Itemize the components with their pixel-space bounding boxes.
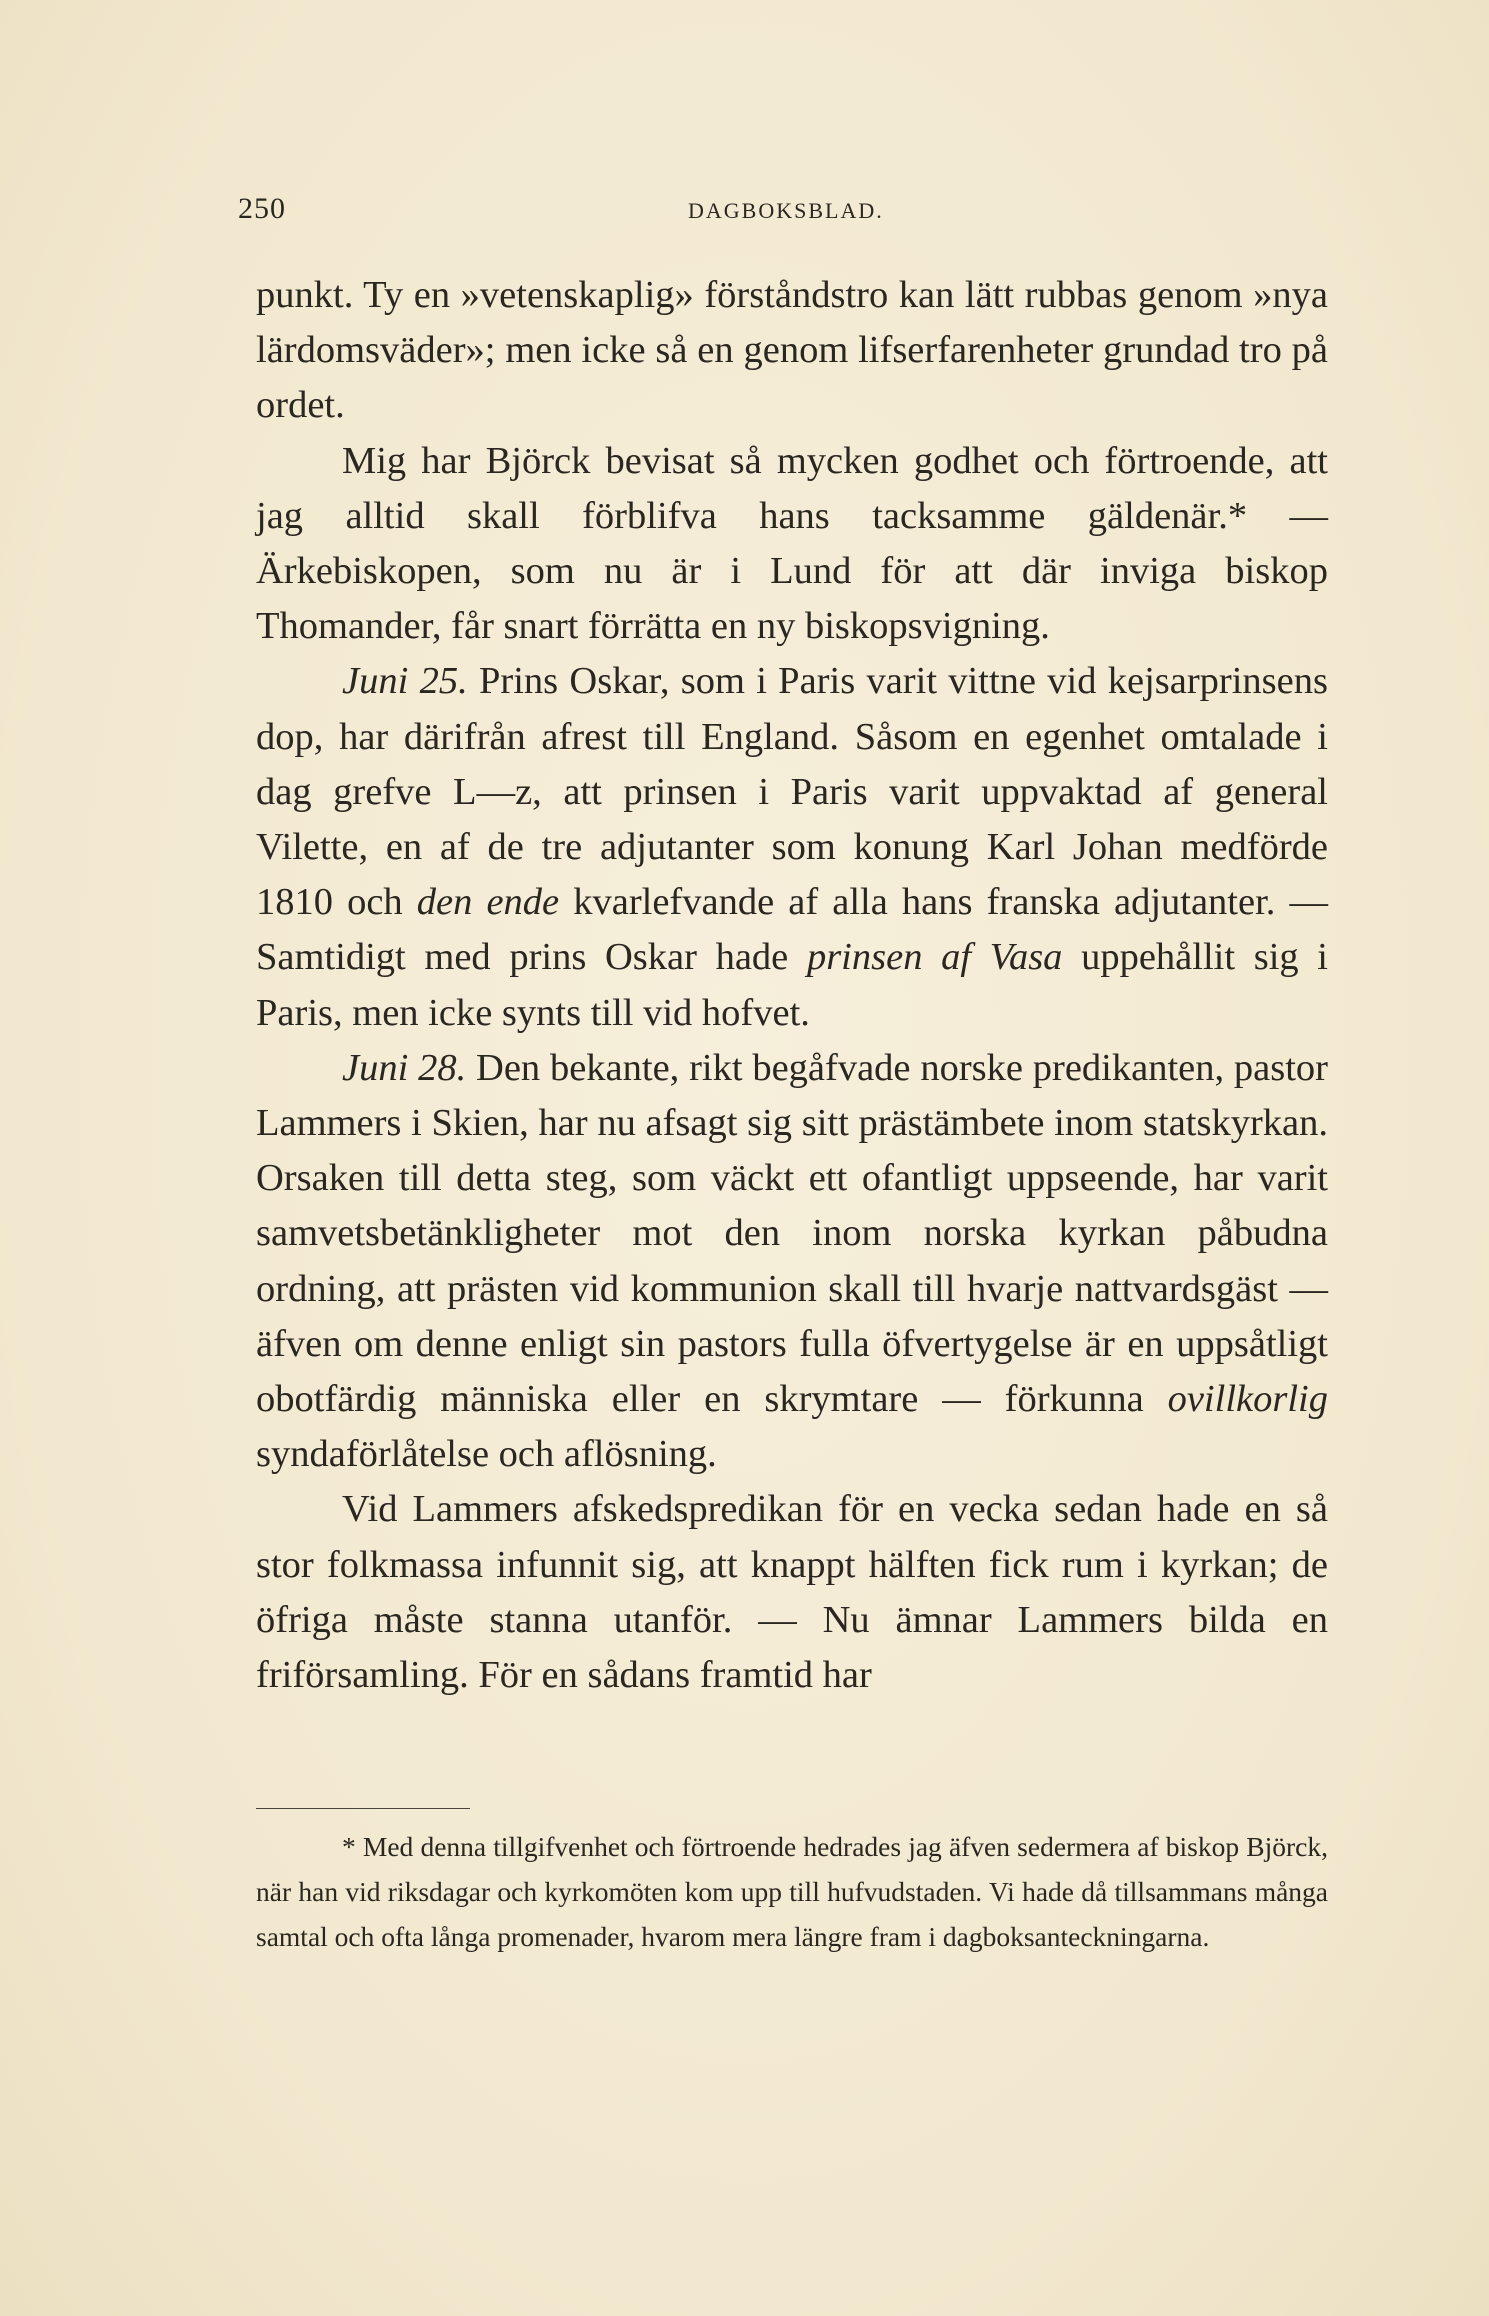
running-head: DAGBOKSBLAD. — [688, 198, 884, 223]
text-segment: uppehållit sig i Paris, men icke synts till vid hofvet. — [256, 936, 1328, 1034]
paragraph-3 — [256, 654, 1328, 1040]
footnote-divider — [256, 1808, 470, 1809]
text-segment: syndaförlåtelse och aflösning. — [256, 1433, 717, 1476]
body-text — [256, 268, 1328, 1703]
italic-phrase: prinsen af Vasa — [806, 936, 1063, 979]
italic-phrase: ovillkorlig — [1167, 1378, 1328, 1421]
text-segment: Den bekante, rikt begåfvade norske predikanten, pastor Lammers i Skien, har nu afsagt sig sitt prästämbete inom statskyrkan. Orsaken till detta steg, som väckt ett ofantligt uppseende, har varit samvetsbetänkligheter mot den inom norska kyrkan påbudna ordning, att prästen vid kommunion skall till hvarje nattvardsgäst — äfven om denne enligt sin pastors fulla öfvertygelse är en uppsåtligt obotfärdig människa eller en skrymtare — förkunna — [256, 1046, 1328, 1421]
paragraph-4 — [256, 1041, 1328, 1483]
paragraph-5: Vid Lammers afskedspredikan för en vecka sedan hade en så stor folkmassa infunnit sig, att knappt hälften fick rum i kyrkan; de öfriga måste stanna utanför. — Nu ämnar Lammers bilda en friförsamling. För en sådans framtid har — [256, 1488, 1328, 1697]
page-number: 250 — [238, 192, 286, 225]
page-header — [238, 192, 1338, 242]
date-entry: Juni 28. — [342, 1046, 467, 1089]
text-segment: Prins Oskar, som i Paris varit vittne vid kejsarprinsens dop, har därifrån afrest till England. Såsom en egenhet omtalade i dag grefve L—z, att prinsen i Paris varit uppvaktad af general Vilette, en af de tre adjutanter som konung Karl Johan medförde 1810 och — [256, 660, 1328, 924]
date-entry: Juni 25. — [342, 660, 468, 703]
paragraph-1: punkt. Ty en »vetenskaplig» förståndstro kan lätt rubbas genom »nya lärdomsväder»; men icke så en genom lifserfarenheter grundad tro på ordet. — [256, 274, 1328, 427]
text-segment: kvarlefvande af alla hans franska adjutanter. — Samtidigt med prins Oskar hade — [256, 881, 1329, 979]
paragraph-2: Mig har Björck bevisat så mycken godhet och förtroende, att jag alltid skall förblifva hans tacksamme gäldenär.* — Ärkebiskopen, som nu är i Lund för att där inviga biskop Thomander, får snart förrätta en ny biskopsvigning. — [256, 439, 1328, 648]
footnote: * Med denna tillgifvenhet och förtroende hedrades jag äfven sedermera af biskop Björck, när han vid riksdagar och kyrkomöten kom upp till hufvudstaden. Vi hade då tillsammans många samtal och ofta långa promenader, hvarom mera längre fram i dagboksanteckningarna. — [256, 1831, 1328, 1952]
italic-phrase: den ende — [416, 881, 560, 924]
